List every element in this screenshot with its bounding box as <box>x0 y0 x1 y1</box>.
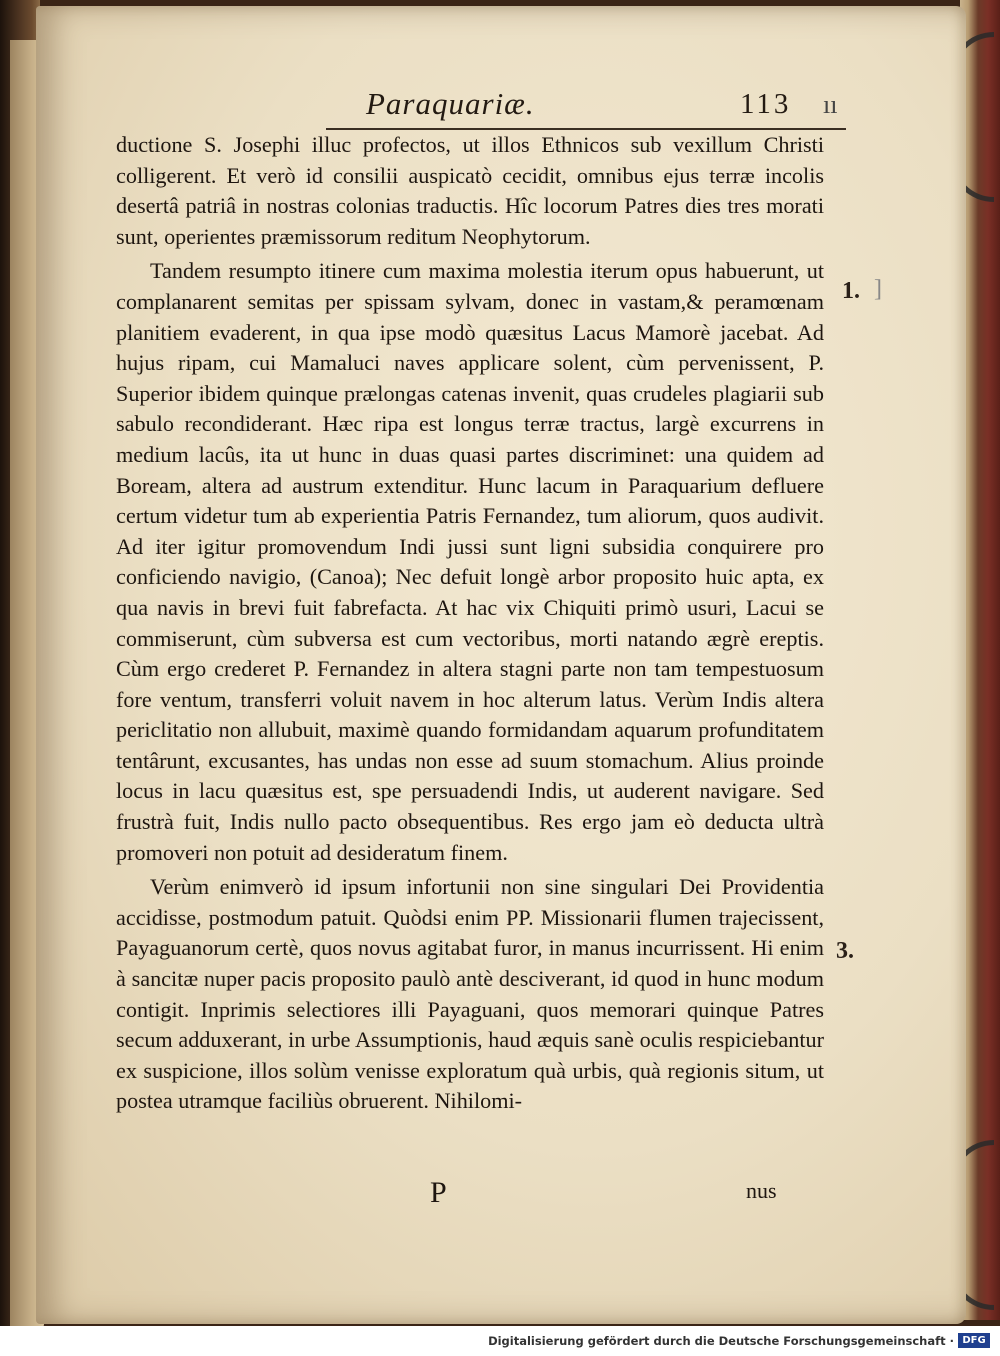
page-body <box>116 130 824 1121</box>
page-header <box>326 84 846 130</box>
book-page <box>36 6 966 1324</box>
margin-note-3: 3. <box>836 938 854 964</box>
credit-strip <box>0 1326 1000 1356</box>
digitization-credit: Digitalisierung gefördert durch die Deutsche Forschungsgemeinschaft · <box>488 1334 954 1348</box>
margin-note-1-bracket: ] <box>874 276 882 302</box>
running-head: Paraquariæ. <box>366 86 535 121</box>
page-footer <box>36 1176 966 1216</box>
signature-mark: P <box>430 1176 447 1209</box>
dfg-logo: DFG <box>958 1333 990 1348</box>
paragraph-3: Verùm enimverò id ipsum infortunii non sine singulari Dei Providentia accidisse, postmodum patuit. Quòdsi enim PP. Missionarii flumen trajecissent, Payaguanorum certè, quos novus agitabat furor, in manus incurrissent. Hi enim à sancitæ nuper pacis proposito paulò antè desciverant, id quod in hunc modum contigit. Inprimis selectiores illi Payaguani, quos memorari quinque Patres secum adduxerant, in urbe Assumptionis, haud æquis sanè oculis respiciebantur ex suspicione, illos solùm venisse exploratum quà urbis, quà regionis situm, ut postea utramque faciliùs obruerent. Nihilomi- <box>116 874 824 1114</box>
paragraph-2: Tandem resumpto itinere cum maxima molestia iterum opus habuerunt, ut complanarent semitas per spissam sylvam, donec in vastam,& peramœnam planitiem evaderent, in qua ipse modò quæsitus Lacus Mamorè jacebat. Ad hujus ripam, cui Mamaluci naves applicare solent, cùm pervenissent, P. Superior ibidem quinque prælongas catenas invenit, quas crudeles plagiarii sub sabulo recondiderant. Hæc ripa est longus terræ tractus, largè excurrens in medium lacûs, ita ut hunc in duas quasi partes discriminet: una quidem ad Boream, altera ad austrum extenditur. Hunc lacum in Paraquarium defluere certum videtur tum ab experientia Patris Fernandez, tum aliorum, quos audivit. Ad iter igitur promovendum Indi jussi sunt ligni subsidia conquirere pro conficiendo navigio, (Canoa); Nec defuit longè arbor proposito huic apta, ex qua navis in brevi fuit fabrefacta. At hac vix Chiquiti primò usuri, Lacui se commiserunt, cùm subversa est cum vectoribus, morti natando ægrè ereptis. Cùm ergo crederet P. Fernandez in altera stagni parte non tam tempestuosum fore ventum, transferri voluit navem in hoc alterum latus. Verùm Indis altera periclitatio non allubuit, maximè quando formidandam aquarum profunditatem tentârunt, excusantes, has undas non esse ad suum stomachum. Alius proinde locus in lacu quæsitus est, spe persuadendi Indis, ut auderent navigare. Sed frustrà fuit, Indis nullo pacto obsequentibus. Res ergo jam eò deducta ultrà promoveri non potuit ad desideratum finem. <box>116 258 824 865</box>
catchword: nus <box>746 1178 777 1203</box>
corner-mark: ıı <box>823 90 838 119</box>
page-number: 113 <box>740 88 792 120</box>
paragraph-1: ductione S. Josephi illuc profectos, ut illos Ethnicos sub vexillum Christi colligerent. Et verò id consilii auspicatò cecidit, omnibus ejus terræ incolis desertâ patriâ in nostras colonias traductis. Hîc locorum Patres dies tres morati sunt, operientes præmissorum reditum Neophytorum. <box>116 132 824 249</box>
margin-note-1: 1. <box>842 278 860 304</box>
